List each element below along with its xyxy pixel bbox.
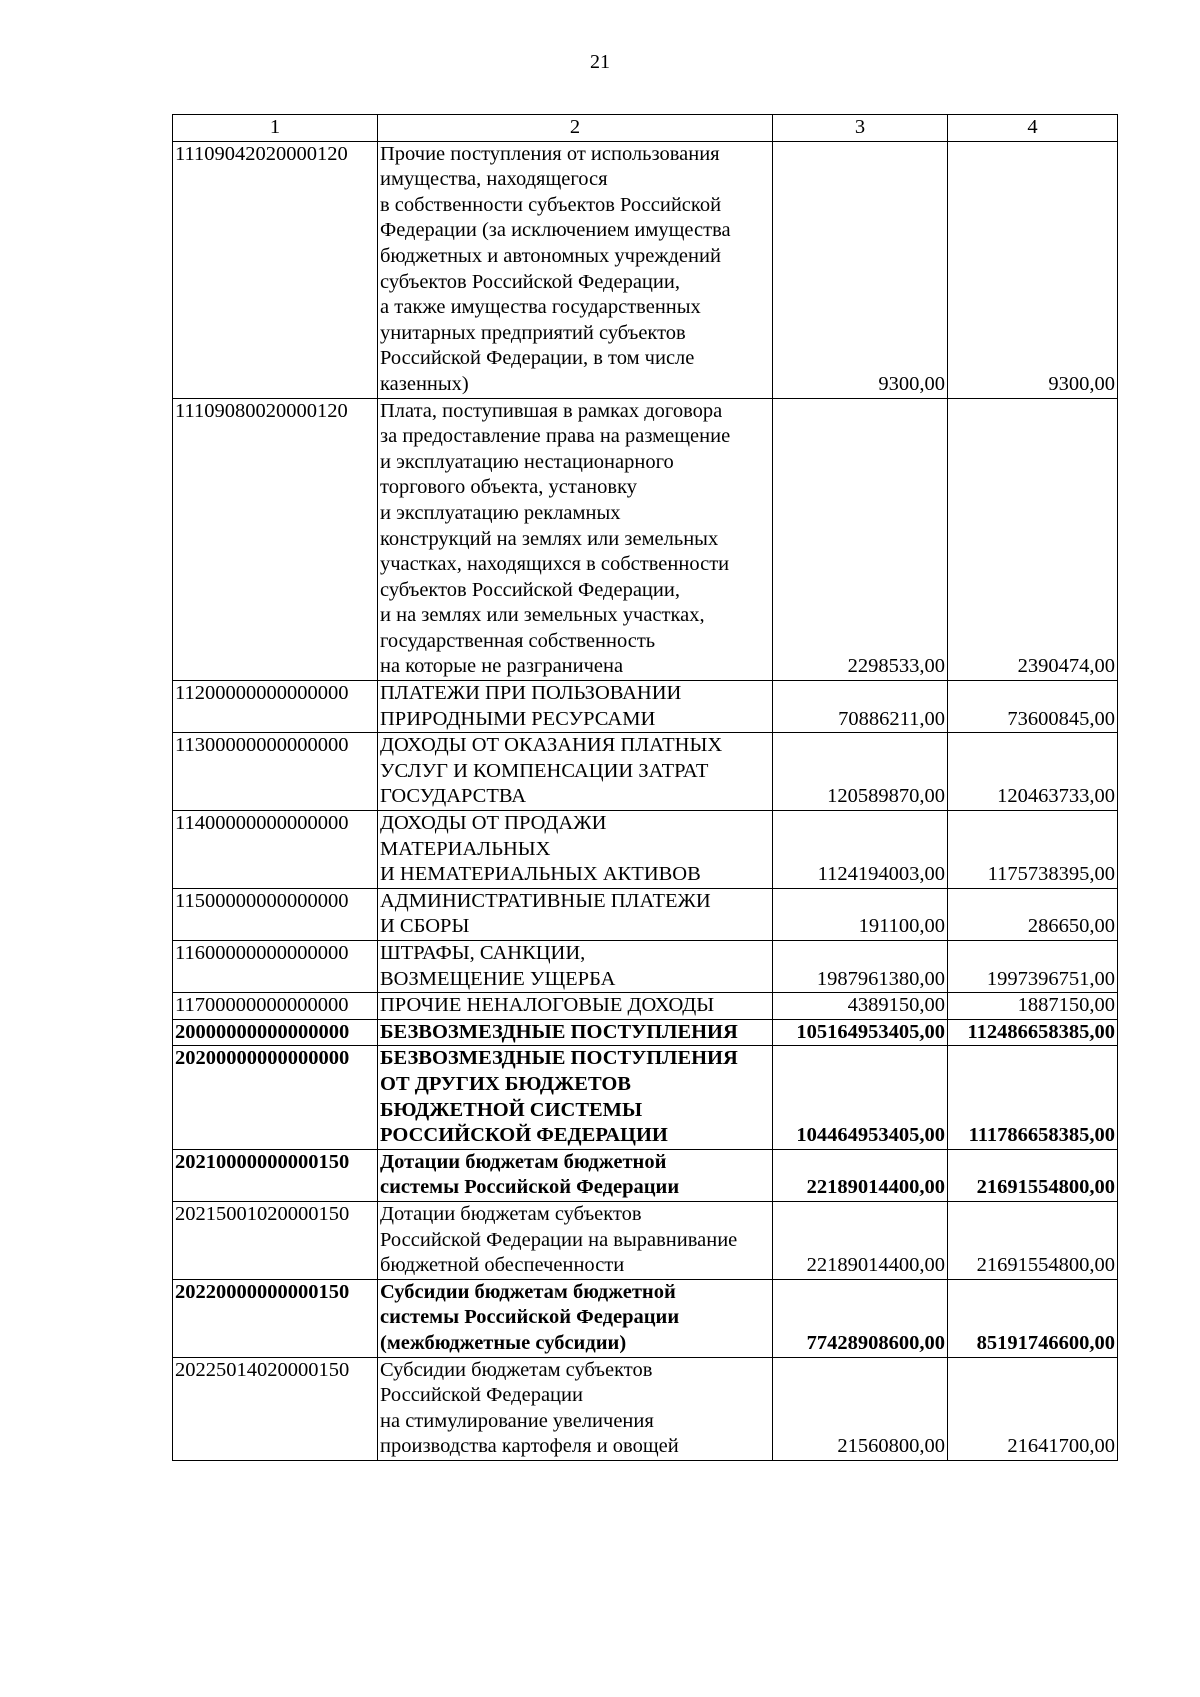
- table-header-row: [173, 115, 1118, 142]
- row-value-1-cell: 4389150,00: [773, 993, 948, 1020]
- row-value-1-cell: 22189014400,00: [773, 1201, 948, 1279]
- row-name-cell: Дотации бюджетам бюджетной системы Российской Федерации: [378, 1149, 773, 1201]
- row-value-2-cell: 1175738395,00: [948, 811, 1118, 889]
- row-code-cell: 11500000000000000: [173, 888, 378, 940]
- row-value-1-cell: 21560800,00: [773, 1357, 948, 1460]
- budget-revenue-table: [172, 114, 1118, 1461]
- row-name-cell: АДМИНИСТРАТИВНЫЕ ПЛАТЕЖИ И СБОРЫ: [378, 888, 773, 940]
- column-header-code: 1: [173, 115, 378, 142]
- row-value-1-cell: 191100,00: [773, 888, 948, 940]
- row-name-cell: Субсидии бюджетам субъектов Российской Федерации на стимулирование увеличения производства картофеля и овощей: [378, 1357, 773, 1460]
- row-value-1-cell: 120589870,00: [773, 733, 948, 811]
- row-code-cell: 20220000000000150: [173, 1279, 378, 1357]
- row-value-1-cell: 2298533,00: [773, 398, 948, 681]
- table-row: [173, 1046, 1118, 1149]
- row-code-cell: 11600000000000000: [173, 941, 378, 993]
- row-name-cell: Субсидии бюджетам бюджетной системы Российской Федерации (межбюджетные субсидии): [378, 1279, 773, 1357]
- page-number: 21: [590, 51, 610, 73]
- row-value-2-cell: 21691554800,00: [948, 1149, 1118, 1201]
- row-name-cell: Плата, поступившая в рамках договора за предоставление права на размещение и эксплуатацию нестационарного торгового объекта, установку и эксплуатацию рекламных конструкций на землях или земельных участках, находящихся в собственности субъектов Российской Федерации, и на землях или земельных участках, государственная собственность на которые не разграничена: [378, 398, 773, 681]
- row-value-2-cell: 1887150,00: [948, 993, 1118, 1020]
- row-code-cell: 11200000000000000: [173, 681, 378, 733]
- row-value-1-cell: 1987961380,00: [773, 941, 948, 993]
- column-header-value-2: 4: [948, 115, 1118, 142]
- row-name-cell: БЕЗВОЗМЕЗДНЫЕ ПОСТУПЛЕНИЯ ОТ ДРУГИХ БЮДЖЕТОВ БЮДЖЕТНОЙ СИСТЕМЫ РОССИЙСКОЙ ФЕДЕРАЦИИ: [378, 1046, 773, 1149]
- row-value-1-cell: 1124194003,00: [773, 811, 948, 889]
- row-value-1-cell: 77428908600,00: [773, 1279, 948, 1357]
- row-value-2-cell: 112486658385,00: [948, 1019, 1118, 1046]
- table-row: [173, 1357, 1118, 1460]
- table-row: [173, 1019, 1118, 1046]
- row-value-2-cell: 286650,00: [948, 888, 1118, 940]
- column-header-name: 2: [378, 115, 773, 142]
- row-code-cell: 20225014020000150: [173, 1357, 378, 1460]
- row-value-2-cell: 21691554800,00: [948, 1201, 1118, 1279]
- row-name-cell: ДОХОДЫ ОТ ОКАЗАНИЯ ПЛАТНЫХ УСЛУГ И КОМПЕНСАЦИИ ЗАТРАТ ГОСУДАРСТВА: [378, 733, 773, 811]
- row-code-cell: 11109080020000120: [173, 398, 378, 681]
- row-value-1-cell: 9300,00: [773, 141, 948, 398]
- row-value-1-cell: 22189014400,00: [773, 1149, 948, 1201]
- row-code-cell: 20000000000000000: [173, 1019, 378, 1046]
- row-value-2-cell: 21641700,00: [948, 1357, 1118, 1460]
- row-code-cell: 20215001020000150: [173, 1201, 378, 1279]
- table-row: [173, 993, 1118, 1020]
- row-name-cell: ШТРАФЫ, САНКЦИИ, ВОЗМЕЩЕНИЕ УЩЕРБА: [378, 941, 773, 993]
- row-value-2-cell: 2390474,00: [948, 398, 1118, 681]
- row-code-cell: 11300000000000000: [173, 733, 378, 811]
- table-row: [173, 888, 1118, 940]
- row-value-2-cell: 85191746600,00: [948, 1279, 1118, 1357]
- row-code-cell: 20210000000000150: [173, 1149, 378, 1201]
- table-row: [173, 811, 1118, 889]
- table-row: [173, 141, 1118, 398]
- row-name-cell: ДОХОДЫ ОТ ПРОДАЖИ МАТЕРИАЛЬНЫХ И НЕМАТЕРИАЛЬНЫХ АКТИВОВ: [378, 811, 773, 889]
- row-value-1-cell: 105164953405,00: [773, 1019, 948, 1046]
- row-code-cell: 11400000000000000: [173, 811, 378, 889]
- row-value-2-cell: 1997396751,00: [948, 941, 1118, 993]
- column-header-value-1: 3: [773, 115, 948, 142]
- row-value-2-cell: 120463733,00: [948, 733, 1118, 811]
- table-row: [173, 1279, 1118, 1357]
- row-value-2-cell: 111786658385,00: [948, 1046, 1118, 1149]
- row-code-cell: 20200000000000000: [173, 1046, 378, 1149]
- row-code-cell: 11109042020000120: [173, 141, 378, 398]
- table-row: [173, 398, 1118, 681]
- table-row: [173, 733, 1118, 811]
- table-row: [173, 681, 1118, 733]
- row-value-2-cell: 73600845,00: [948, 681, 1118, 733]
- table-row: [173, 1149, 1118, 1201]
- row-name-cell: БЕЗВОЗМЕЗДНЫЕ ПОСТУПЛЕНИЯ: [378, 1019, 773, 1046]
- row-name-cell: Дотации бюджетам субъектов Российской Федерации на выравнивание бюджетной обеспеченности: [378, 1201, 773, 1279]
- row-value-1-cell: 104464953405,00: [773, 1046, 948, 1149]
- row-value-2-cell: 9300,00: [948, 141, 1118, 398]
- table-row: [173, 941, 1118, 993]
- row-code-cell: 11700000000000000: [173, 993, 378, 1020]
- row-name-cell: ПЛАТЕЖИ ПРИ ПОЛЬЗОВАНИИ ПРИРОДНЫМИ РЕСУРСАМИ: [378, 681, 773, 733]
- row-value-1-cell: 70886211,00: [773, 681, 948, 733]
- table-row: [173, 1201, 1118, 1279]
- row-name-cell: Прочие поступления от использования имущества, находящегося в собственности субъектов Российской Федерации (за исключением имущества бюджетных и автономных учреждений субъектов Российской Федерации, а также имущества государственных унитарных предприятий субъектов Российской Федерации, в том числе казенных): [378, 141, 773, 398]
- row-name-cell: ПРОЧИЕ НЕНАЛОГОВЫЕ ДОХОДЫ: [378, 993, 773, 1020]
